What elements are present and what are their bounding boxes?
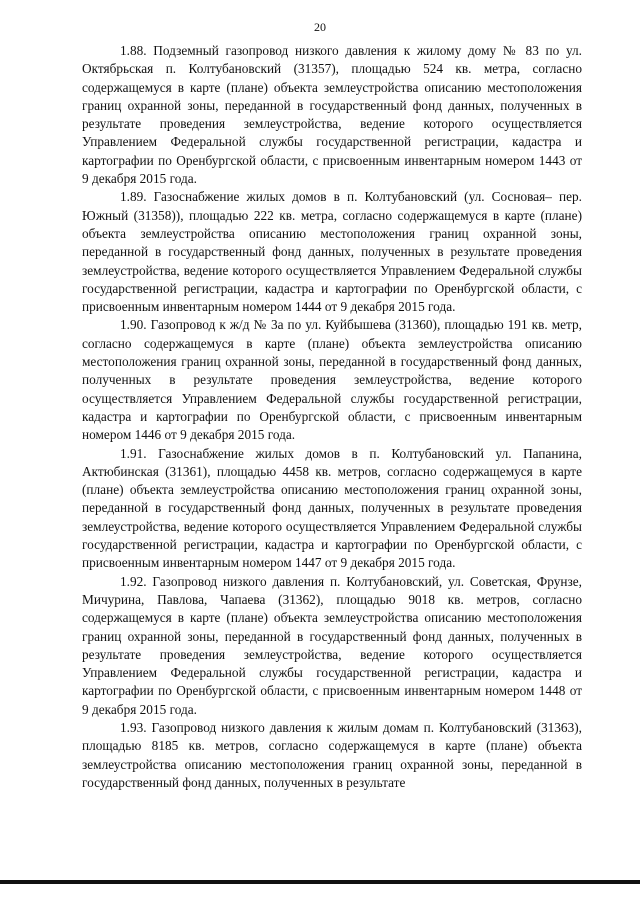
paragraph-1-89: 1.89. Газоснабжение жилых домов в п. Колтубановский (ул. Сосновая– пер. Южный (31358)), площадью 222 кв. метра, согласно содержащемуся в карте (плане) объекта землеустройства описанию местоположения границ охранной зоны, переданной в государственный фонд данных, полученных в результате проведения землеустройства, ведение которого осуществляется Управлением Федеральной службы государственной регистрации, кадастра и картографии по Оренбургской области, с присвоенным инвентарным номером 1444 от 9 декабря 2015 года. — [82, 189, 582, 315]
paragraph-1-92: 1.92. Газопровод низкого давления п. Колтубановский, ул. Советская, Фрунзе, Мичурина, Павлова, Чапаева (31362), площадью 9018 кв. метров, согласно содержащемуся в карте (плане) объекта землеустройства описанию местоположения границ охранной зоны, переданной в государственный фонд данных, полученных в результате проведения землеустройства, ведение которого осуществляется Управлением Федеральной службы государственной регистрации, кадастра и картографии по Оренбургской области, с присвоенным инвентарным номером 1448 от 9 декабря 2015 года. — [82, 573, 582, 717]
paragraph-1-88: 1.88. Подземный газопровод низкого давления к жилому дому № 83 по ул. Октябрьская п. Колтубановский (31357), площадью 524 кв. метра, согласно содержащемуся в карте (плане) объекта землеустройства описанию местоположения границ охранной зоны, переданной в государственный фонд данных, полученных в результате проведения землеустройства, ведение которого осуществляется Управлением Федеральной службы государственной регистрации, кадастра и картографии по Оренбургской области, с присвоенным инвентарным номером 1443 от 9 декабря 2015 года. — [82, 43, 582, 187]
document-body — [82, 42, 582, 792]
paragraph-1-91: 1.91. Газоснабжение жилых домов в п. Колтубановский ул. Папанина, Актюбинская (31361), площадью 4458 кв. метров, согласно содержащемуся в карте (плане) объекта землеустройства описанию местоположения границ охранной зоны, переданной в государственный фонд данных, полученных в результате проведения землеустройства, ведение которого осуществляется Управлением Федеральной службы государственной регистрации, кадастра и картографии по Оренбургской области, с присвоенным инвентарным номером 1447 от 9 декабря 2015 года. — [82, 445, 582, 571]
paragraph-1-93: 1.93. Газопровод низкого давления к жилым домам п. Колтубановский (31363), площадью 8185 кв. метров, согласно содержащемуся в карте (плане) объекта землеустройства описанию местоположения границ охранной зоны, переданной в государственный фонд данных, полученных в результате — [82, 719, 582, 790]
page-bottom-rule — [0, 880, 640, 884]
page-number: 20 — [314, 20, 326, 34]
paragraph-1-90: 1.90. Газопровод к ж/д № 3а по ул. Куйбышева (31360), площадью 191 кв. метр, согласно содержащемуся в карте (плане) объекта землеустройства описанию местоположения границ охранной зоны, переданной в государственный фонд данных, полученных в результате проведения землеустройства, ведение которого осуществляется Управлением Федеральной службы государственной регистрации, кадастра и картографии по Оренбургской области, с присвоенным инвентарным номером 1446 от 9 декабря 2015 года. — [82, 317, 582, 443]
